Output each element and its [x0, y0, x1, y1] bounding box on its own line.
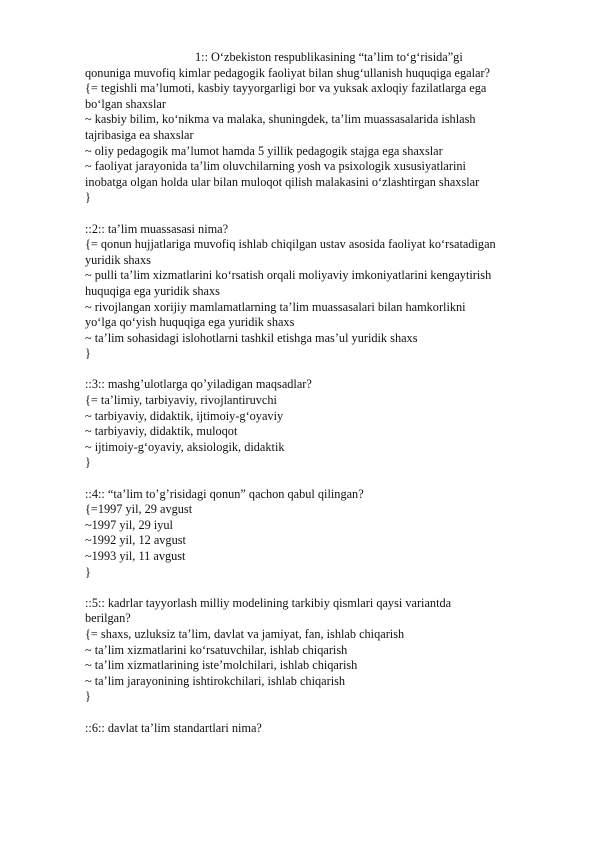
closing-brace: } — [85, 455, 91, 470]
answer-option: ~ oliy pedagogik ma’lumot hamda 5 yillik pedagogik stajga ega shaxslar — [85, 143, 443, 158]
correct-answer: {=1997 yil, 29 avgust — [85, 502, 193, 517]
question-text: qonuniga muvofiq kimlar pedagogik faoliyat bilan shug‘ullanish huquqiga egalar? — [85, 65, 491, 80]
closing-brace: } — [85, 564, 91, 579]
answer-option-continued: yo‘lga qo‘yish huquqiga ega yuridik shaxs — [85, 315, 295, 330]
question-block — [85, 50, 555, 206]
answer-option: ~ tarbiyaviy, didaktik, ijtimoiy-g‘oyaviy — [85, 408, 284, 423]
question-block — [85, 222, 555, 362]
answer-option: ~ ta’lim sohasidagi islohotlarni tashkil etishga mas’ul yuridik shaxs — [85, 330, 418, 345]
correct-answer: {= shaxs, uzluksiz ta’lim, davlat va jamiyat, fan, ishlab chiqarish — [85, 626, 405, 641]
closing-brace: } — [85, 689, 91, 704]
blank-line — [85, 206, 555, 222]
closing-brace: } — [85, 346, 91, 361]
answer-option: ~1992 yil, 12 avgust — [85, 533, 186, 548]
answer-option: ~ kasbiy bilim, ko‘nikma va malaka, shuningdek, ta’lim muassasalarida ishlash — [85, 112, 476, 127]
closing-brace: } — [85, 190, 91, 205]
correct-answer-continued: yuridik shaxs — [85, 252, 151, 267]
blank-line — [85, 471, 555, 487]
answer-option: ~ tarbiyaviy, didaktik, muloqot — [85, 424, 238, 439]
answer-option: ~ ta’lim xizmatlarini ko‘rsatuvchilar, ishlab chiqarish — [85, 642, 348, 657]
question-title: 1:: O‘zbekiston respublikasining “ta’lim to‘g‘risida”gi — [195, 50, 463, 64]
answer-option: ~1997 yil, 29 iyul — [85, 517, 173, 532]
answer-option: ~ ijtimoiy-g‘oyaviy, aksiologik, didaktik — [85, 439, 285, 454]
question-title: ::6:: davlat ta’lim standartlari nima? — [85, 720, 262, 735]
answer-option-continued: huquqiga ega yuridik shaxs — [85, 283, 220, 298]
correct-answer: {= tegishli ma’lumoti, kasbiy tayyorgarligi bor va yuksak axloqiy fazilatlarga ega — [85, 81, 487, 96]
correct-answer: {= ta’limiy, tarbiyaviy, rivojlantiruvchi — [85, 393, 277, 408]
answer-option: ~1993 yil, 11 avgust — [85, 549, 186, 563]
answer-option-continued: tajribasiga ea shaxslar — [85, 127, 194, 142]
question-block — [85, 596, 555, 705]
question-title: ::4:: “ta’lim to’g’risidagi qonun” qachon qabul qilingan? — [85, 486, 364, 501]
question-block — [85, 487, 555, 581]
answer-option: ~ pulli ta’lim xizmatlarini ko‘rsatish orqali moliyaviy imkoniyatlarini kengaytirish — [85, 268, 492, 283]
question-block — [85, 377, 555, 471]
question-title: ::3:: mashg’ulotlarga qo’yiladigan maqsadlar? — [85, 377, 312, 392]
answer-option: ~ rivojlangan xorijiy mamlamatlarning ta’lim muassasalari bilan hamkorlikni — [85, 299, 466, 314]
correct-answer: {= qonun hujjatlariga muvofiq ishlab chiqilgan ustav asosida faoliyat ko‘rsatadigan — [85, 237, 496, 252]
answer-option: ~ ta’lim xizmatlarining iste’molchilari, ishlab chiqarish — [85, 658, 358, 673]
blank-line — [85, 705, 555, 721]
correct-answer-continued: bo‘lgan shaxslar — [85, 96, 166, 111]
blank-line — [85, 362, 555, 378]
answer-option: ~ faoliyat jarayonida ta’lim oluvchilarning yosh va psixologik xususiyatlarini — [85, 159, 466, 174]
question-title: ::5:: kadrlar tayyorlash milliy modelining tarkibiy qismlari qaysi variantda — [85, 595, 452, 610]
blank-line — [85, 580, 555, 596]
answer-option: ~ ta’lim jarayonining ishtirokchilari, ishlab chiqarish — [85, 673, 346, 688]
question-title: ::2:: ta’lim muassasasi nima? — [85, 221, 229, 236]
answer-option-continued: inobatga olgan holda ular bilan muloqot qilish malakasini o‘zlashtirgan shaxslar — [85, 174, 480, 189]
question-block — [85, 721, 555, 737]
document-text — [85, 50, 555, 736]
question-title-continued: berilgan? — [85, 611, 131, 626]
